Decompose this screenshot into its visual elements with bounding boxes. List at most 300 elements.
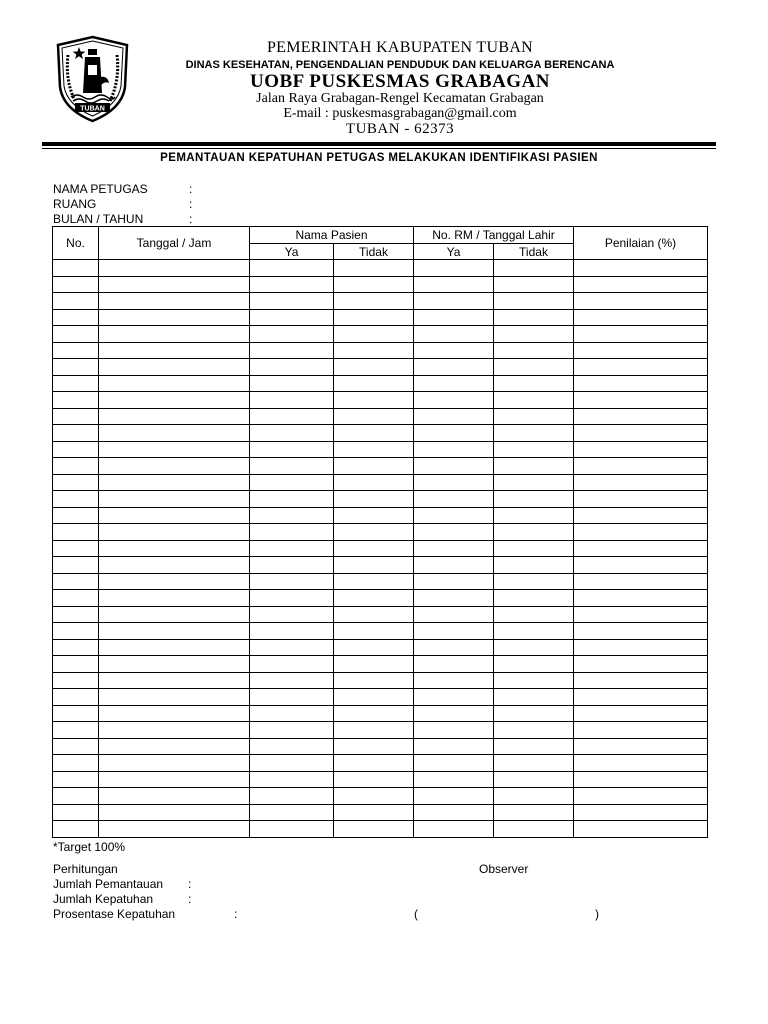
table-cell <box>494 342 574 359</box>
header-no-rm: No. RM / Tanggal Lahir <box>414 227 574 244</box>
table-cell <box>250 375 334 392</box>
table-cell <box>334 260 414 277</box>
table-cell <box>494 639 574 656</box>
table-cell <box>494 458 574 475</box>
table-cell <box>250 738 334 755</box>
table-cell <box>99 276 250 293</box>
table-cell <box>99 392 250 409</box>
table-row <box>53 342 708 359</box>
monitoring-table <box>52 226 708 838</box>
table-cell <box>334 672 414 689</box>
table-cell <box>414 771 494 788</box>
table-cell <box>99 639 250 656</box>
email-line: E-mail : puskesmasgrabagan@gmail.com <box>283 106 517 121</box>
table-cell <box>99 623 250 640</box>
table-cell <box>414 821 494 838</box>
jumlah-pemantauan-field <box>53 877 192 891</box>
table-body <box>53 260 708 838</box>
table-cell <box>334 639 414 656</box>
table-cell <box>334 507 414 524</box>
table-row <box>53 606 708 623</box>
table-cell <box>334 606 414 623</box>
table-cell <box>574 705 708 722</box>
table-cell <box>334 738 414 755</box>
table-cell <box>574 672 708 689</box>
document-title: PEMANTAUAN KEPATUHAN PETUGAS MELAKUKAN IDENTIFIKASI PASIEN <box>160 152 598 164</box>
table-cell <box>250 788 334 805</box>
table-cell <box>494 755 574 772</box>
table-cell <box>53 326 99 343</box>
table-cell <box>574 260 708 277</box>
table-row <box>53 408 708 425</box>
table-row <box>53 623 708 640</box>
table-cell <box>99 309 250 326</box>
table-cell <box>53 293 99 310</box>
table-cell <box>250 722 334 739</box>
header-rm-tidak: Tidak <box>494 244 574 260</box>
table-cell <box>99 705 250 722</box>
table-cell <box>414 408 494 425</box>
table-cell <box>414 359 494 376</box>
table-cell <box>99 441 250 458</box>
meta-field-ruang <box>53 197 193 211</box>
table-cell <box>99 738 250 755</box>
table-cell <box>334 557 414 574</box>
tuban-regency-emblem-icon <box>55 35 130 123</box>
table-row <box>53 573 708 590</box>
table-cell <box>53 573 99 590</box>
table-cell <box>53 590 99 607</box>
table-cell <box>574 491 708 508</box>
table-cell <box>494 408 574 425</box>
prosentase-kepatuhan-label: Prosentase Kepatuhan <box>53 907 176 921</box>
table-row <box>53 672 708 689</box>
table-row <box>53 540 708 557</box>
table-cell <box>250 656 334 673</box>
observer-signature-close: ) <box>595 907 599 921</box>
table-cell <box>53 375 99 392</box>
table-cell <box>414 656 494 673</box>
table-cell <box>414 392 494 409</box>
city-postcode: TUBAN - 62373 <box>345 121 455 137</box>
table-cell <box>53 540 99 557</box>
meta-field-nama-petugas <box>53 182 193 196</box>
table-cell <box>53 359 99 376</box>
table-cell <box>494 293 574 310</box>
table-cell <box>250 441 334 458</box>
table-cell <box>334 425 414 442</box>
table-cell <box>99 260 250 277</box>
table-row <box>53 375 708 392</box>
table-cell <box>494 326 574 343</box>
table-cell <box>494 590 574 607</box>
table-cell <box>494 771 574 788</box>
table-cell <box>99 524 250 541</box>
table-row <box>53 722 708 739</box>
table-row <box>53 491 708 508</box>
table-cell <box>250 491 334 508</box>
table-cell <box>414 623 494 640</box>
meta-label: BULAN / TAHUN <box>53 212 144 226</box>
table-cell <box>250 573 334 590</box>
table-cell <box>494 656 574 673</box>
table-cell <box>574 309 708 326</box>
table-row <box>53 293 708 310</box>
table-cell <box>494 606 574 623</box>
field-colon: : <box>188 877 192 891</box>
meta-colon: : <box>189 182 193 196</box>
table-cell <box>99 359 250 376</box>
table-cell <box>574 458 708 475</box>
table-cell <box>494 738 574 755</box>
table-cell <box>574 623 708 640</box>
table-row <box>53 656 708 673</box>
table-cell <box>250 804 334 821</box>
table-cell <box>250 557 334 574</box>
table-cell <box>99 771 250 788</box>
table-cell <box>334 309 414 326</box>
table-cell <box>250 524 334 541</box>
table-cell <box>99 540 250 557</box>
observer-label: Observer <box>479 862 529 876</box>
table-cell <box>99 590 250 607</box>
table-cell <box>574 342 708 359</box>
header-rm-ya: Ya <box>414 244 494 260</box>
table-cell <box>414 309 494 326</box>
table-cell <box>99 507 250 524</box>
table-cell <box>414 672 494 689</box>
table-cell <box>414 738 494 755</box>
table-cell <box>574 788 708 805</box>
table-cell <box>250 639 334 656</box>
table-cell <box>250 507 334 524</box>
table-cell <box>494 425 574 442</box>
table-cell <box>53 260 99 277</box>
letterhead-rule-thick <box>42 142 716 146</box>
table-cell <box>494 722 574 739</box>
table-cell <box>414 788 494 805</box>
table-cell <box>99 293 250 310</box>
table-cell <box>574 590 708 607</box>
table-cell <box>53 722 99 739</box>
table-cell <box>99 672 250 689</box>
table-cell <box>334 821 414 838</box>
table-cell <box>494 821 574 838</box>
table-cell <box>99 689 250 706</box>
table-cell <box>574 408 708 425</box>
table-cell <box>53 425 99 442</box>
table-row <box>53 705 708 722</box>
table-cell <box>99 342 250 359</box>
table-cell <box>494 474 574 491</box>
table-cell <box>99 573 250 590</box>
table-cell <box>250 260 334 277</box>
jumlah-kepatuhan-field <box>53 892 192 906</box>
table-cell <box>414 639 494 656</box>
table-cell <box>250 623 334 640</box>
header-nama-pasien: Nama Pasien <box>250 227 414 244</box>
meta-label: RUANG <box>53 197 97 211</box>
table-cell <box>250 689 334 706</box>
table-cell <box>574 507 708 524</box>
table-cell <box>250 293 334 310</box>
table-cell <box>53 804 99 821</box>
table-cell <box>414 441 494 458</box>
table-cell <box>334 771 414 788</box>
table-cell <box>414 293 494 310</box>
table-cell <box>574 606 708 623</box>
jumlah-kepatuhan-label: Jumlah Kepatuhan <box>53 892 154 906</box>
table-cell <box>574 425 708 442</box>
table-cell <box>414 705 494 722</box>
table-cell <box>574 689 708 706</box>
table-cell <box>334 276 414 293</box>
table-cell <box>334 656 414 673</box>
table-cell <box>53 458 99 475</box>
table-cell <box>250 326 334 343</box>
table-cell <box>250 821 334 838</box>
table-cell <box>99 804 250 821</box>
table-cell <box>494 689 574 706</box>
table-cell <box>414 276 494 293</box>
table-cell <box>334 474 414 491</box>
table-row <box>53 557 708 574</box>
table-cell <box>250 474 334 491</box>
table-cell <box>53 821 99 838</box>
table-cell <box>574 540 708 557</box>
table-cell <box>494 507 574 524</box>
table-cell <box>574 524 708 541</box>
header-tanggal-jam: Tanggal / Jam <box>99 227 250 260</box>
table-cell <box>414 722 494 739</box>
jumlah-pemantauan-label: Jumlah Pemantauan <box>53 877 164 891</box>
table-row <box>53 326 708 343</box>
meta-colon: : <box>189 197 193 211</box>
logo-banner-text: TUBAN <box>80 105 105 113</box>
table-cell <box>574 738 708 755</box>
table-cell <box>53 639 99 656</box>
table-cell <box>574 293 708 310</box>
government-name: PEMERINTAH KABUPATEN TUBAN <box>266 39 534 56</box>
table-cell <box>53 474 99 491</box>
table-row <box>53 689 708 706</box>
table-cell <box>53 557 99 574</box>
table-cell <box>99 755 250 772</box>
table-row <box>53 276 708 293</box>
table-cell <box>494 672 574 689</box>
table-cell <box>414 557 494 574</box>
table-cell <box>334 623 414 640</box>
table-cell <box>250 425 334 442</box>
table-cell <box>494 524 574 541</box>
table-cell <box>53 623 99 640</box>
table-cell <box>99 788 250 805</box>
table-cell <box>574 771 708 788</box>
table-row <box>53 458 708 475</box>
table-cell <box>334 458 414 475</box>
table-cell <box>494 359 574 376</box>
target-note: *Target 100% <box>53 840 126 854</box>
table-cell <box>53 656 99 673</box>
table-cell <box>414 573 494 590</box>
table-cell <box>334 540 414 557</box>
table-row <box>53 821 708 838</box>
table-cell <box>334 441 414 458</box>
table-cell <box>414 590 494 607</box>
table-cell <box>53 392 99 409</box>
table-cell <box>414 606 494 623</box>
table-cell <box>250 606 334 623</box>
table-cell <box>53 705 99 722</box>
table-cell <box>250 309 334 326</box>
table-cell <box>53 672 99 689</box>
table-cell <box>250 755 334 772</box>
table-cell <box>574 656 708 673</box>
table-cell <box>334 375 414 392</box>
table-cell <box>414 491 494 508</box>
table-cell <box>414 458 494 475</box>
table-cell <box>53 738 99 755</box>
table-row <box>53 804 708 821</box>
table-row <box>53 359 708 376</box>
table-cell <box>494 804 574 821</box>
table-cell <box>99 821 250 838</box>
table-row <box>53 425 708 442</box>
table-cell <box>574 804 708 821</box>
table-cell <box>494 491 574 508</box>
table-cell <box>574 359 708 376</box>
table-cell <box>574 276 708 293</box>
table-cell <box>494 392 574 409</box>
table-cell <box>334 804 414 821</box>
table-cell <box>414 326 494 343</box>
table-cell <box>334 705 414 722</box>
table-cell <box>250 771 334 788</box>
table-cell <box>574 375 708 392</box>
table-cell <box>99 606 250 623</box>
table-cell <box>53 276 99 293</box>
table-cell <box>494 441 574 458</box>
table-cell <box>574 755 708 772</box>
table-cell <box>250 590 334 607</box>
table-row <box>53 755 708 772</box>
table-cell <box>414 474 494 491</box>
table-cell <box>414 425 494 442</box>
table-cell <box>53 755 99 772</box>
table-cell <box>99 425 250 442</box>
table-cell <box>494 260 574 277</box>
table-cell <box>334 293 414 310</box>
table-cell <box>494 573 574 590</box>
table-cell <box>574 392 708 409</box>
table-cell <box>99 326 250 343</box>
table-cell <box>334 326 414 343</box>
table-cell <box>494 375 574 392</box>
header-nama-tidak: Tidak <box>334 244 414 260</box>
table-cell <box>250 276 334 293</box>
table-cell <box>414 804 494 821</box>
department-name: DINAS KESEHATAN, PENGENDALIAN PENDUDUK DAN KELUARGA BERENCANA <box>185 59 615 71</box>
table-cell <box>334 689 414 706</box>
table-cell <box>574 722 708 739</box>
table-cell <box>334 722 414 739</box>
table-cell <box>53 408 99 425</box>
table-cell <box>494 557 574 574</box>
table-cell <box>414 755 494 772</box>
table-row <box>53 590 708 607</box>
table-cell <box>250 705 334 722</box>
meta-colon: : <box>189 212 193 226</box>
table-cell <box>334 788 414 805</box>
field-colon: : <box>234 907 238 921</box>
unit-name: UOBF PUSKESMAS GRABAGAN <box>249 71 551 92</box>
table-cell <box>250 342 334 359</box>
table-cell <box>334 342 414 359</box>
table-cell <box>414 540 494 557</box>
table-cell <box>334 573 414 590</box>
table-cell <box>53 507 99 524</box>
table-cell <box>53 524 99 541</box>
table-cell <box>99 408 250 425</box>
table-row <box>53 788 708 805</box>
table-row <box>53 441 708 458</box>
table-cell <box>250 540 334 557</box>
table-cell <box>334 524 414 541</box>
table-row <box>53 524 708 541</box>
table-cell <box>494 309 574 326</box>
meta-label: NAMA PETUGAS <box>53 182 148 196</box>
table-cell <box>99 458 250 475</box>
header-no: No. <box>53 227 99 260</box>
table-cell <box>414 342 494 359</box>
table-cell <box>99 557 250 574</box>
table-cell <box>494 788 574 805</box>
field-colon: : <box>188 892 192 906</box>
table-cell <box>574 474 708 491</box>
table-cell <box>414 524 494 541</box>
table-cell <box>494 623 574 640</box>
table-cell <box>53 491 99 508</box>
table-row <box>53 392 708 409</box>
table-cell <box>574 639 708 656</box>
table-row <box>53 507 708 524</box>
table-cell <box>53 771 99 788</box>
table-cell <box>574 573 708 590</box>
table-cell <box>250 672 334 689</box>
table-cell <box>53 788 99 805</box>
meta-field-bulan-tahun <box>53 212 193 226</box>
table-cell <box>99 375 250 392</box>
table-cell <box>574 326 708 343</box>
table-cell <box>99 474 250 491</box>
perhitungan-label: Perhitungan <box>53 862 118 876</box>
table-cell <box>334 755 414 772</box>
table-cell <box>574 441 708 458</box>
table-cell <box>494 540 574 557</box>
header-nama-ya: Ya <box>250 244 334 260</box>
table-cell <box>334 408 414 425</box>
table-cell <box>99 656 250 673</box>
letterhead-rule-thin <box>42 148 716 149</box>
observer-signature-open: ( <box>414 907 418 921</box>
table-cell <box>53 309 99 326</box>
table-cell <box>99 491 250 508</box>
table-cell <box>53 689 99 706</box>
table-cell <box>414 507 494 524</box>
table-cell <box>574 557 708 574</box>
table-cell <box>334 590 414 607</box>
table-cell <box>53 606 99 623</box>
